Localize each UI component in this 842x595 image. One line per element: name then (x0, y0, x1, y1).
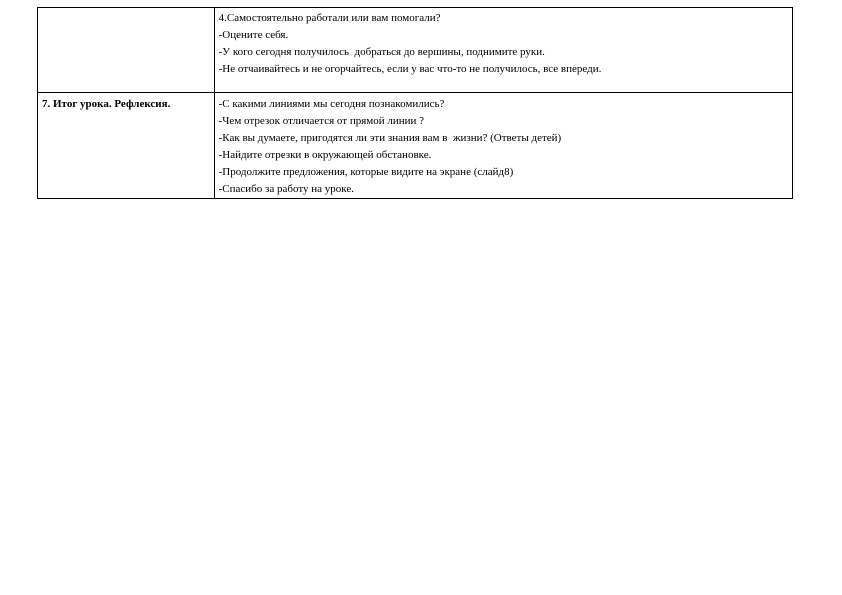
content-line: -С какими линиями мы сегодня познакомились? (218, 98, 445, 110)
content-cell (214, 8, 792, 93)
content-line: -Найдите отрезки в окружающей обстановке. (218, 149, 432, 161)
content-line: -Оцените себя. (218, 29, 289, 41)
lesson-plan-table (37, 7, 793, 199)
content-line: -У кого сегодня получилось добраться до вершины, поднимите руки. (218, 46, 545, 58)
content-cell (214, 93, 792, 199)
content-line: -Продолжите предложения, которые видите на экране (слайд8) (218, 166, 514, 178)
content-line: -Чем отрезок отличается от прямой линии ? (218, 115, 425, 127)
content-line: -Спасибо за работу на уроке. (218, 183, 354, 195)
stage-cell (38, 8, 215, 93)
stage-title: 7. Итог урока. Рефлексия. (42, 98, 171, 110)
content-line: 4.Самостоятельно работали или вам помогали? (218, 12, 441, 24)
stage-cell (38, 93, 215, 199)
content-line: -Как вы думаете, пригодятся ли эти знания вам в жизни? (Ответы детей) (218, 132, 562, 144)
content-line: -Не отчаивайтесь и не огорчайтесь, если у вас что-то не получилось, все впереди. (218, 63, 602, 75)
table-row (38, 8, 793, 93)
table-row (38, 93, 793, 199)
